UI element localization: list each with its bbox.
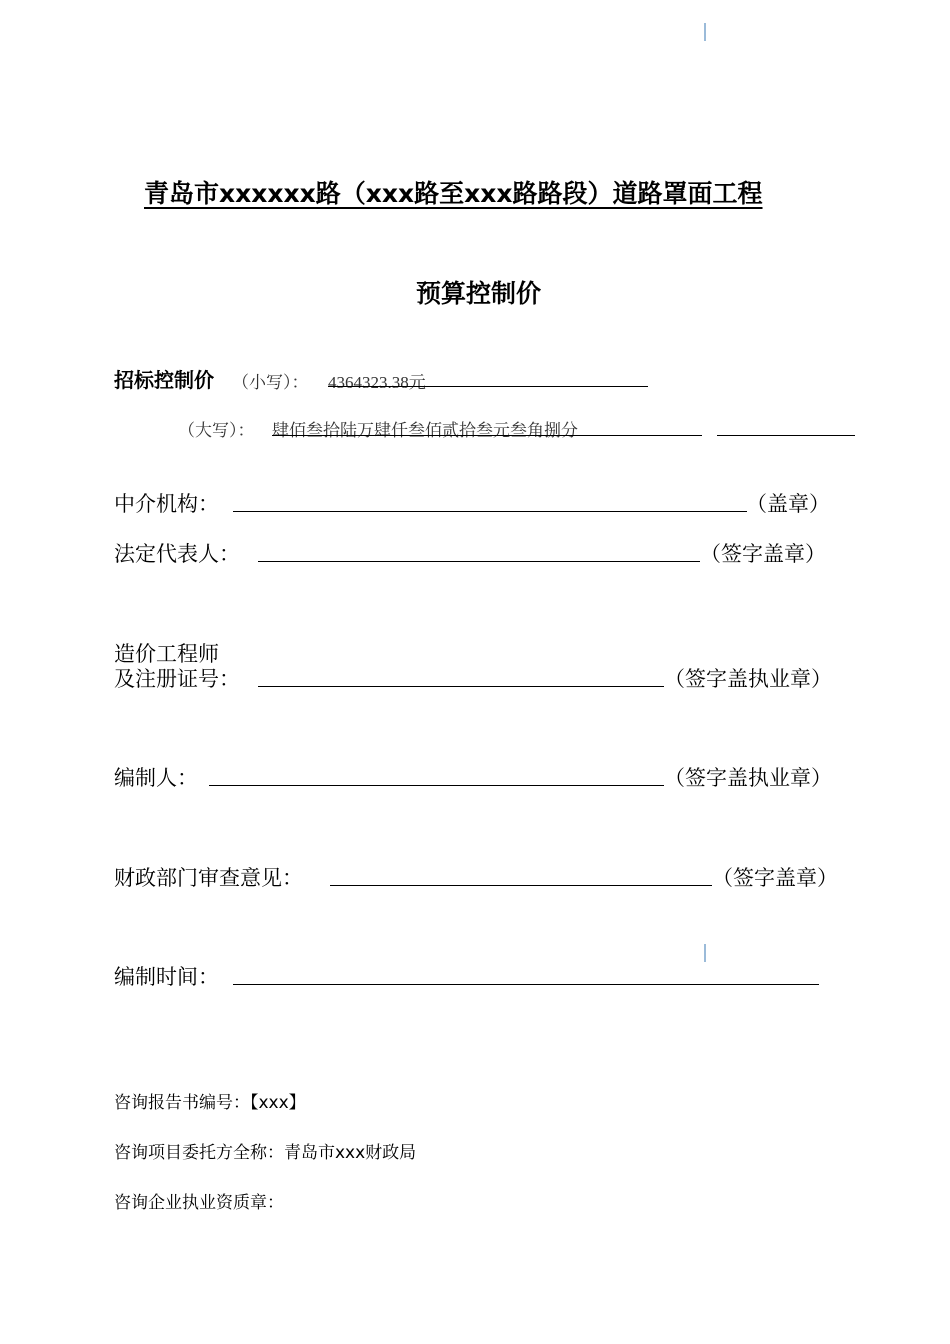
small-amount-label: （小写）： xyxy=(232,373,309,392)
cursor-mark-top xyxy=(704,23,706,41)
document-subtitle: 预算控制价 xyxy=(416,279,542,308)
finance-review-suffix: （签字盖章） xyxy=(712,866,838,890)
compiler-suffix: （签字盖执业章） xyxy=(664,766,832,790)
agency-suffix: （盖章） xyxy=(746,492,830,516)
compiler-signature-line xyxy=(209,785,664,786)
legal-rep-label: 法定代表人： xyxy=(114,542,240,566)
document-title: 青岛市xxxxxx路（xxx路至xxx路路段）道路罩面工程 xyxy=(144,179,763,208)
compile-date-line xyxy=(233,984,819,985)
big-amount-label: （大写）： xyxy=(178,421,255,440)
bid-price-label: 招标控制价 xyxy=(114,368,214,392)
cursor-mark-middle xyxy=(704,944,706,962)
engineer-suffix: （签字盖执业章） xyxy=(664,667,832,691)
engineer-label: 及注册证号： xyxy=(114,667,240,691)
legal-rep-suffix: （签字盖章） xyxy=(700,542,826,566)
big-amount-extra-line xyxy=(717,435,855,436)
qualification-seal: 咨询企业执业资质章： xyxy=(114,1193,284,1213)
engineer-signature-line xyxy=(258,686,664,687)
report-number: 咨询报告书编号：【xxx】 xyxy=(114,1093,306,1113)
big-amount-underline xyxy=(272,435,702,436)
engineer-label-line1: 造价工程师 xyxy=(114,642,219,666)
big-amount-value: 肆佰叁拾陆万肆仟叁佰贰拾叁元叁角捌分 xyxy=(272,421,578,440)
small-amount-underline xyxy=(328,386,648,387)
small-amount-value: 4364323.38元 xyxy=(328,373,426,392)
agency-label: 中介机构： xyxy=(114,492,219,516)
finance-review-label: 财政部门审查意见： xyxy=(114,866,303,890)
client-name: 咨询项目委托方全称：青岛市xxx财政局 xyxy=(114,1143,417,1163)
compiler-label: 编制人： xyxy=(114,766,198,790)
legal-rep-signature-line xyxy=(258,561,700,562)
finance-review-line xyxy=(330,885,712,886)
agency-signature-line xyxy=(233,511,747,512)
compile-date-label: 编制时间： xyxy=(114,965,219,989)
